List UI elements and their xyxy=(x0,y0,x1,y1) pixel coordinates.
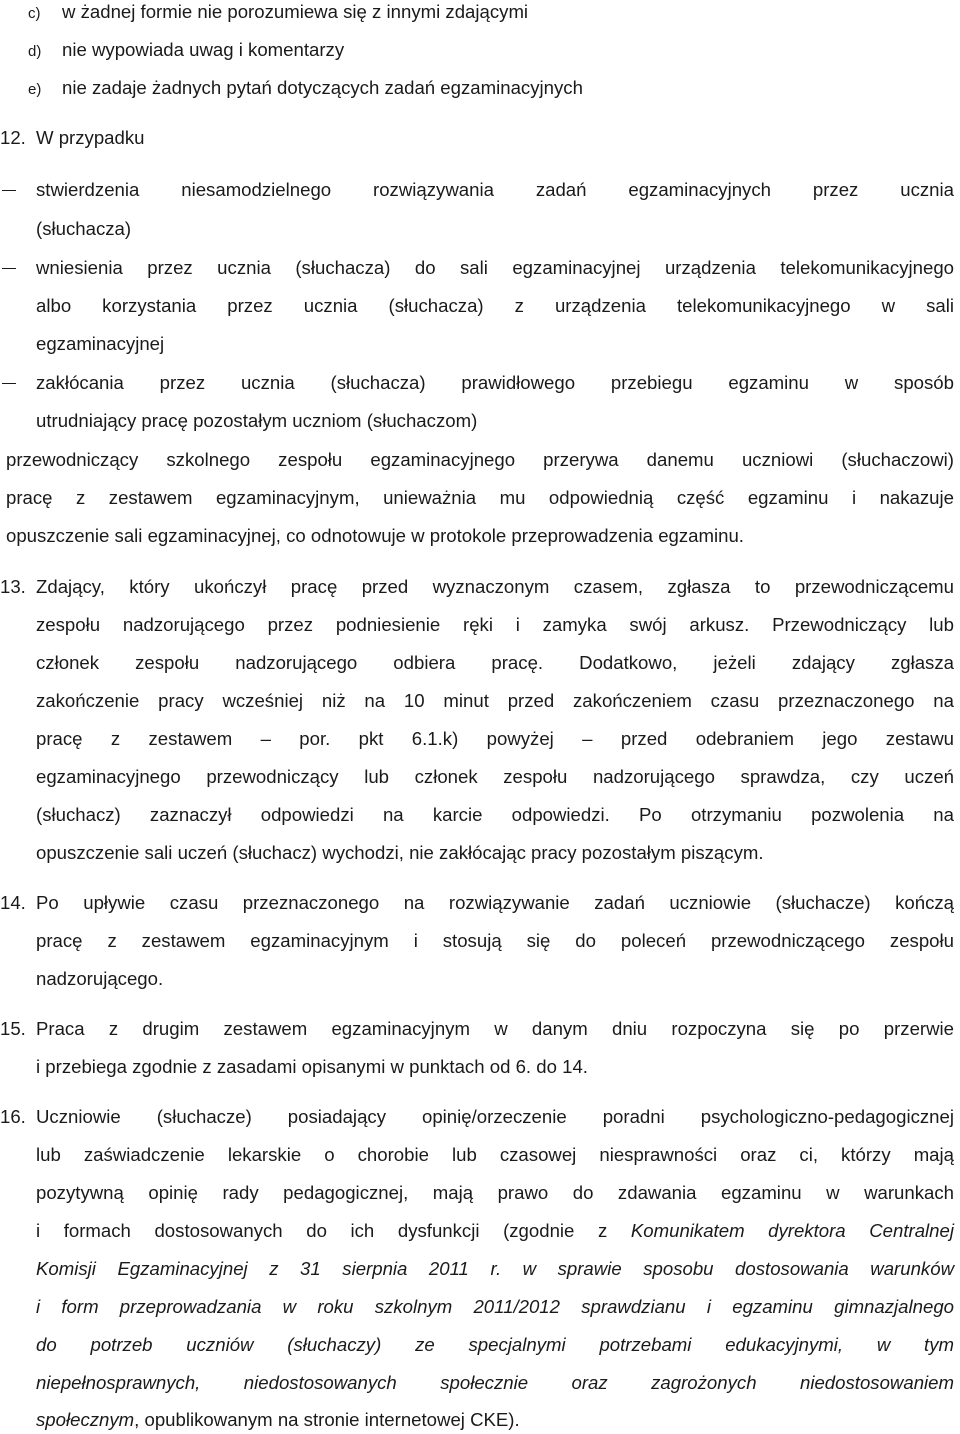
section-13-text: Zdający, który ukończył pracę przed wyznaczonym czasem, zgłasza to przewodniczącemu xyxy=(36,576,954,597)
section-13-text: (słuchacz) zaznaczył odpowiedzi na karcie odpowiedzi. Po otrzymaniu pozwolenia na xyxy=(36,804,954,825)
section-12-text: przewodniczący szkolnego zespołu egzaminacyjnego przerywa danemu uczniowi (słuchaczowi) xyxy=(6,449,954,470)
bullet-3-line: utrudniający pracę pozostałym uczniom (słuchaczom) xyxy=(36,410,478,431)
list-marker-c: c) xyxy=(28,5,41,22)
section-16-text xyxy=(36,1295,954,1319)
section-14-text: pracę z zestawem egzaminacyjnym i stosują się do poleceń przewodniczącego zespołu xyxy=(36,930,954,951)
list-item-d: nie wypowiada uwag i komentarzy xyxy=(62,39,345,60)
section-number-13: 13. xyxy=(0,576,26,597)
section-13-text: pracę z zestawem – por. pkt 6.1.k) powyżej – przed odebraniem jego zestawu xyxy=(36,728,954,749)
section-16-text-italic: niepełnosprawnych, niedostosowanych społecznie oraz zagrożonych niedostosowaniem xyxy=(36,1372,954,1393)
section-13-text: egzaminacyjnego przewodniczący lub członek zespołu nadzorującego sprawdza, czy uczeń xyxy=(36,766,954,787)
section-12-intro: W przypadku xyxy=(36,127,145,148)
section-16-text xyxy=(36,1257,954,1281)
list-marker-e: e) xyxy=(28,81,42,98)
section-16-text-italic: do potrzeb uczniów (słuchaczy) ze specjalnymi potrzebami edukacyjnymi, w tym xyxy=(36,1334,954,1355)
section-13-text: członek zespołu nadzorującego odbiera pracę. Dodatkowo, jeżeli zdający zgłasza xyxy=(36,652,954,673)
list-item-e: nie zadaje żadnych pytań dotyczących zadań egzaminacyjnych xyxy=(62,77,583,98)
section-15-text: i przebiega zgodnie z zasadami opisanymi w punktach od 6. do 14. xyxy=(36,1056,588,1077)
dash-bullet xyxy=(2,268,16,269)
section-14-text: Po upływie czasu przeznaczonego na rozwiązywanie zadań uczniowie (słuchacze) kończą xyxy=(36,892,954,913)
bullet-2-line: egzaminacyjnej xyxy=(36,333,165,354)
section-16-text: pozytywną opinię rady pedagogicznej, mają prawo do zdawania egzaminu w warunkach xyxy=(36,1182,954,1203)
section-16-text xyxy=(36,1219,954,1243)
bullet-2-line: wniesienia przez ucznia (słuchacza) do sali egzaminacyjnej urządzenia telekomunikacyjnego xyxy=(36,257,954,278)
dash-bullet xyxy=(2,190,16,191)
bullet-1-line: (słuchacza) xyxy=(36,218,132,239)
bullet-2-line: albo korzystania przez ucznia (słuchacza) z urządzenia telekomunikacyjnego w sali xyxy=(36,295,954,316)
section-16-text: lub zaświadczenie lekarskie o chorobie lub czasowej niesprawności oraz ci, którzy mają xyxy=(36,1144,954,1165)
section-16-text xyxy=(36,1371,954,1395)
list-marker-d: d) xyxy=(28,43,42,60)
section-16-text xyxy=(36,1408,520,1432)
section-13-text: zakończenie pracy wcześniej niż na 10 minut przed zakończeniem czasu przeznaczonego na xyxy=(36,690,954,711)
section-13-text: zespołu nadzorującego przez podniesienie ręki i zamyka swój arkusz. Przewodniczący lub xyxy=(36,614,954,635)
section-number-15: 15. xyxy=(0,1018,26,1039)
section-number-12: 12. xyxy=(0,127,26,148)
section-number-16: 16. xyxy=(0,1106,26,1127)
bullet-3-line: zakłócania przez ucznia (słuchacza) prawidłowego przebiegu egzaminu w sposób xyxy=(36,372,954,393)
section-13-text: opuszczenie sali uczeń (słuchacz) wychodzi, nie zakłócając pracy pozostałym piszącym. xyxy=(36,842,764,863)
section-15-text: Praca z drugim zestawem egzaminacyjnym w danym dniu rozpoczyna się po przerwie xyxy=(36,1018,954,1039)
section-16-text-italic: społecznym xyxy=(36,1409,135,1430)
section-16-text xyxy=(36,1333,954,1357)
section-16-text-italic: Komunikatem dyrektora Centralnej xyxy=(630,1220,954,1241)
section-16-text-italic: Komisji Egzaminacyjnej z 31 sierpnia 2011 r. w sprawie sposobu dostosowania warunków xyxy=(36,1258,954,1279)
section-16-text-italic: i form przeprowadzania w roku szkolnym 2011/2012 sprawdzianu i egzaminu gimnazjalnego xyxy=(36,1296,954,1317)
section-14-text: nadzorującego. xyxy=(36,968,164,989)
section-12-text: opuszczenie sali egzaminacyjnej, co odnotowuje w protokole przeprowadzenia egzaminu. xyxy=(6,525,744,546)
section-16-text-plain: i formach dostosowanych do ich dysfunkcji (zgodnie z xyxy=(36,1220,631,1241)
bullet-1-line: stwierdzenia niesamodzielnego rozwiązywania zadań egzaminacyjnych przez ucznia xyxy=(36,179,954,200)
section-number-14: 14. xyxy=(0,892,26,913)
section-16-text-plain: , opublikowanym na stronie internetowej CKE). xyxy=(134,1409,520,1430)
section-12-text: pracę z zestawem egzaminacyjnym, unieważnia mu odpowiednią część egzaminu i nakazuje xyxy=(6,487,954,508)
dash-bullet xyxy=(2,383,16,384)
section-16-text: Uczniowie (słuchacze) posiadający opinię/orzeczenie poradni psychologiczno-pedagogicznej xyxy=(36,1106,954,1127)
list-item-c: w żadnej formie nie porozumiewa się z innymi zdającymi xyxy=(62,1,529,22)
